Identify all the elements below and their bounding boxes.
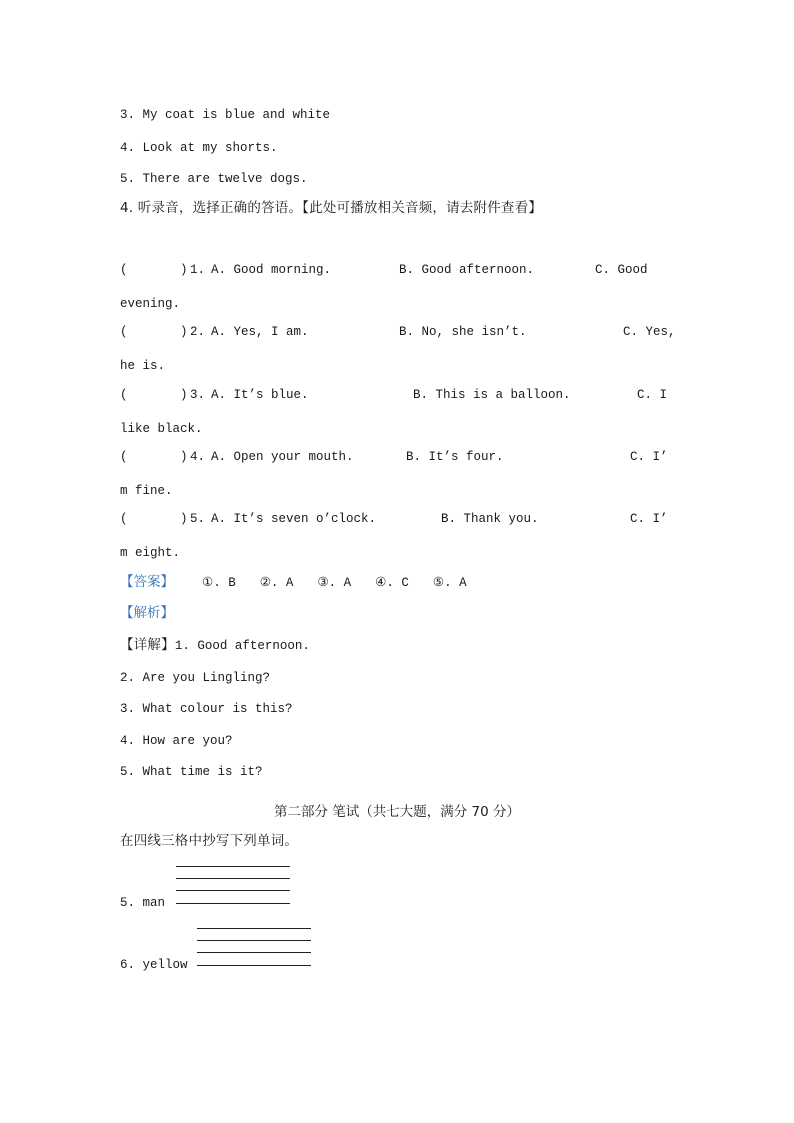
analysis-label: 【解析】 [120,605,174,621]
question-5-option-b: B. Thank you. [441,512,539,526]
question-3-number: 3. [190,388,206,402]
detail-line-3: 3. What colour is this? [120,702,293,716]
answer-item-2: ②. A [259,576,294,590]
question-3-paren: ( ) [120,388,188,402]
question-5-number: 5. [190,512,206,526]
question-5-option-c: C. I’ [630,512,668,526]
answer-label: 【答案】 [120,574,174,590]
question-4-paren: ( ) [120,450,188,464]
question-3-wrap: like black. [120,422,203,436]
question-3-option-b: B. This is a balloon. [413,388,571,402]
question-1-paren: ( ) [120,263,188,277]
detail-line-5: 5. What time is it? [120,765,263,779]
question-1-option-c: C. Good [595,263,648,277]
four-line-grid-yellow[interactable] [197,928,311,966]
intro-line-5: 5. There are twelve dogs. [120,172,308,186]
question-2-option-c: C. Yes, [623,325,676,339]
question-4-wrap: m fine. [120,484,173,498]
answer-item-1: ①. B [202,576,236,590]
detail-line-4: 4. How are you? [120,734,233,748]
question-5-option-a: A. It’s seven o’clock. [211,512,377,526]
question-2-number: 2. [190,325,206,339]
question-2-paren: ( ) [120,325,188,339]
section-4-heading: 4. 听录音，选择正确的答语。【此处可播放相关音频，请去附件查看】 [120,200,543,216]
copy-word-man: 5. man [120,896,166,910]
question-5-wrap: m eight. [120,546,181,560]
question-1 [120,263,680,279]
question-5-paren: ( ) [120,512,188,526]
detail-line-1: 【详解】1. Good afternoon. [120,637,310,653]
question-4-option-b: B. It’s four. [406,450,504,464]
answer-item-3: ③. A [317,576,352,590]
detail-line-2: 2. Are you Lingling? [120,671,271,685]
question-3-option-c: C. I [637,388,668,402]
copy-word-yellow: 6. yellow [120,958,188,972]
question-3-option-a: A. It’s blue. [211,388,309,402]
intro-line-3: 3. My coat is blue and white [120,108,331,122]
question-2-option-b: B. No, she isn’t. [399,325,527,339]
detail-label: 【详解】 [120,637,175,653]
part-two-title: 第二部分 笔试（共七大题，满分 70 分） [273,804,521,820]
intro-line-4: 4. Look at my shorts. [120,141,278,155]
question-4-number: 4. [190,450,206,464]
answer-row [120,574,491,591]
question-4 [120,450,680,466]
question-4-option-c: C. I’ [630,450,668,464]
question-2-option-a: A. Yes, I am. [211,325,309,339]
question-1-option-a: A. Good morning. [211,263,332,277]
answer-item-5: ⑤. A [432,576,467,590]
question-5 [120,512,680,528]
question-1-number: 1. [190,263,206,277]
question-2-wrap: he is. [120,359,166,373]
four-line-grid-man[interactable] [176,866,290,904]
question-1-wrap: evening. [120,297,181,311]
question-4-option-a: A. Open your mouth. [211,450,354,464]
question-1-option-b: B. Good afternoon. [399,263,535,277]
copy-instruction: 在四线三格中抄写下列单词。 [120,833,299,849]
question-3 [120,388,680,404]
question-2 [120,325,680,341]
answer-item-4: ④. C [375,576,409,590]
